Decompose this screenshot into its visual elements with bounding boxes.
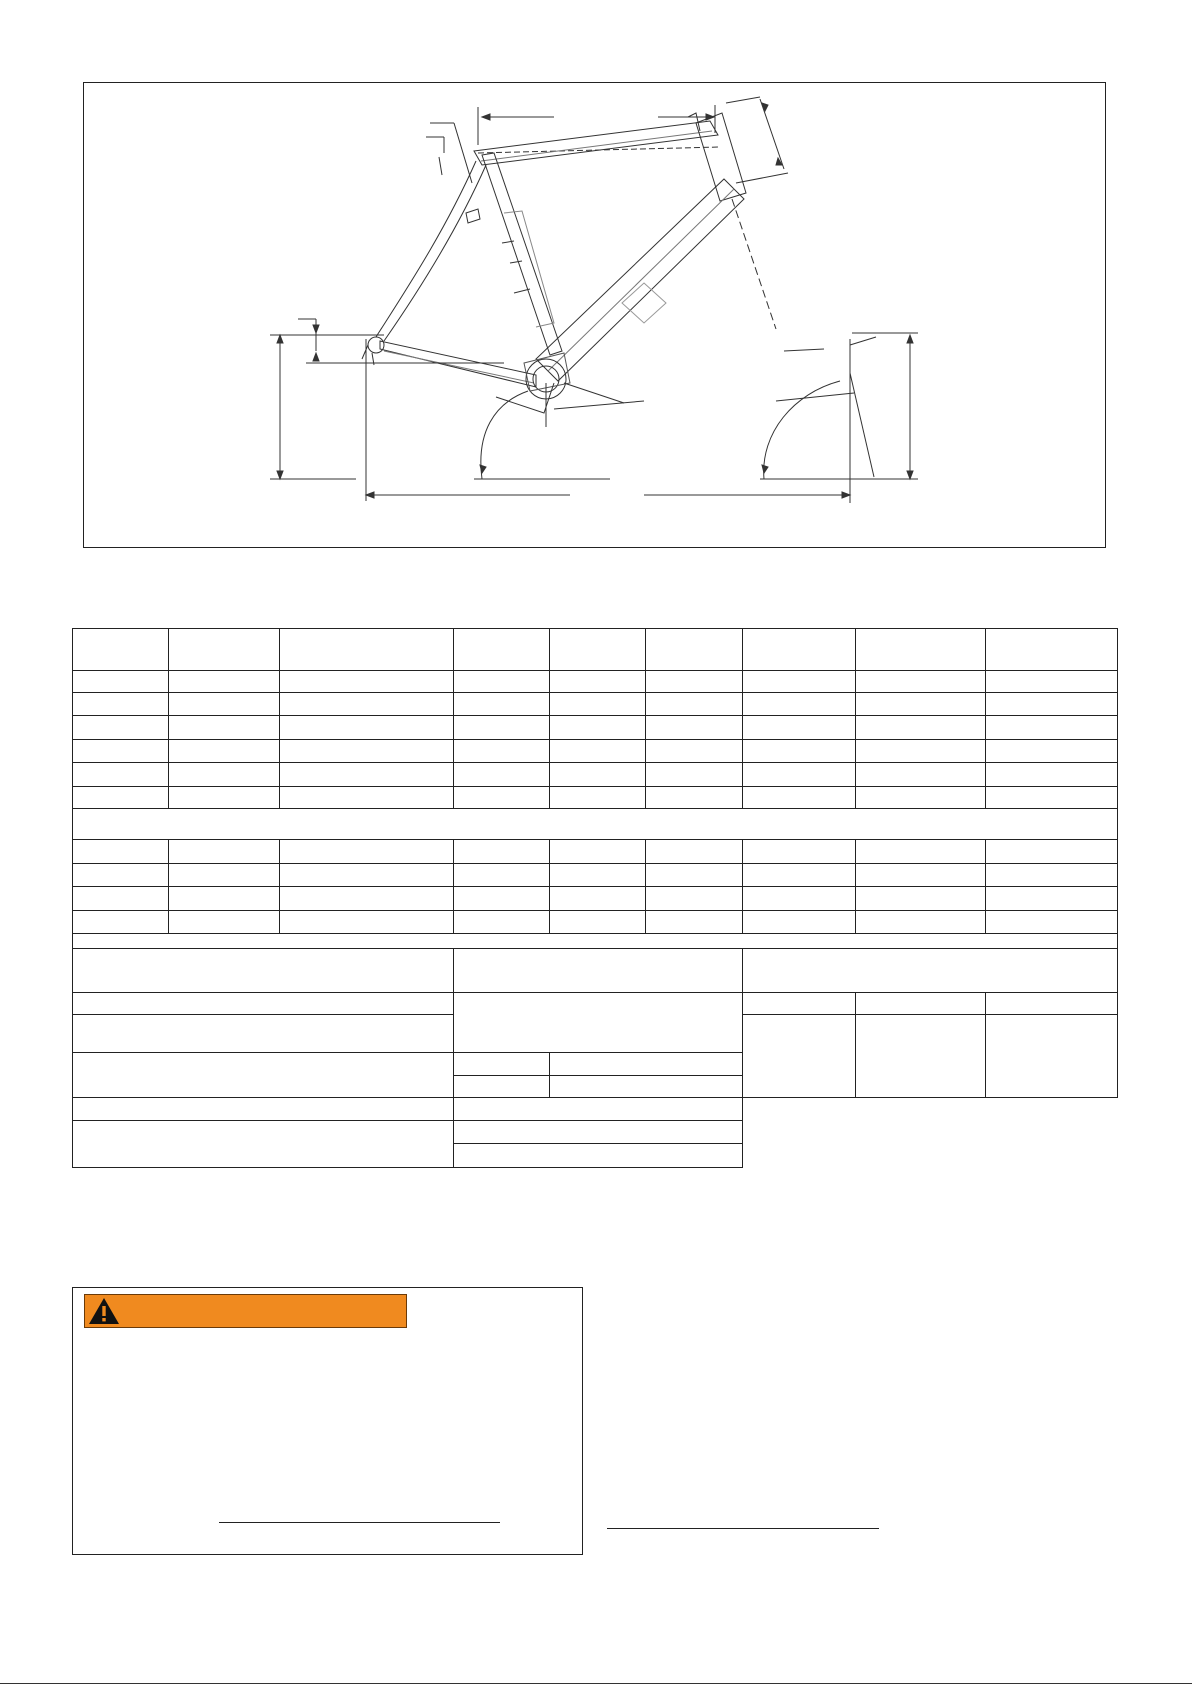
- header-cell: [856, 629, 986, 671]
- spec-right-header: [743, 949, 1118, 993]
- header-cell: [646, 629, 743, 671]
- table-cell: [856, 763, 986, 787]
- table-cell: [550, 740, 646, 763]
- spec-right-col: [743, 993, 856, 1015]
- table-cell: [454, 787, 550, 809]
- table-cell: [73, 934, 1118, 949]
- spec-right-col: [856, 993, 986, 1015]
- table-cell: [743, 716, 856, 740]
- spec-row: [73, 993, 1118, 1015]
- table-cell: [454, 740, 550, 763]
- table-cell: [743, 911, 856, 934]
- table-cell: [743, 887, 856, 911]
- spec-label: [73, 949, 454, 993]
- table-cell: [550, 864, 646, 887]
- top-tube-dashed-reference: [478, 147, 720, 153]
- table-cell: [646, 671, 743, 693]
- table-cell: [743, 740, 856, 763]
- table-cell: [646, 787, 743, 809]
- table-cell: [169, 671, 280, 693]
- table-cell: [169, 887, 280, 911]
- table-row: [73, 787, 1118, 809]
- table-cell: [646, 716, 743, 740]
- warning-link[interactable]: [219, 1522, 500, 1523]
- seat-tube: [482, 153, 562, 355]
- table-cell: [646, 911, 743, 934]
- header-cell: [73, 629, 169, 671]
- table-cell: [550, 787, 646, 809]
- table-cell: [454, 840, 550, 864]
- table-cell: [280, 693, 454, 716]
- table-cell: [454, 716, 550, 740]
- spec-label: [73, 1015, 454, 1053]
- table-row: [73, 840, 1118, 864]
- table-cell: [986, 840, 1118, 864]
- table-cell: [986, 887, 1118, 911]
- table-row: [73, 911, 1118, 934]
- header-cell: [550, 629, 646, 671]
- table-cell: [280, 671, 454, 693]
- table-cell: [743, 671, 856, 693]
- spec-value: [454, 1144, 743, 1168]
- header-cell: [986, 629, 1118, 671]
- top-tube: [474, 121, 718, 165]
- table-cell: [280, 887, 454, 911]
- table-cell: [743, 840, 856, 864]
- table-cell: [856, 911, 986, 934]
- table-cell: [73, 787, 169, 809]
- table-cell: [169, 787, 280, 809]
- table-row: [73, 740, 1118, 763]
- spec-row: [73, 949, 1118, 993]
- spec-value: [550, 1076, 743, 1098]
- table-cell: [856, 864, 986, 887]
- spec-row: [73, 1121, 1118, 1144]
- table-cell: [169, 716, 280, 740]
- table-cell: [73, 809, 1118, 840]
- table-cell: [550, 763, 646, 787]
- spec-right-value: [743, 1015, 856, 1098]
- spec-value: [454, 1098, 743, 1121]
- spec-right-col: [986, 993, 1118, 1015]
- chain-stay: [380, 341, 536, 387]
- warning-box: [72, 1287, 583, 1555]
- table-cell: [856, 787, 986, 809]
- spec-value: [550, 1053, 743, 1076]
- header-cell: [169, 629, 280, 671]
- rear-dropout: [368, 337, 384, 353]
- table-cell: [856, 693, 986, 716]
- table-cell: [646, 740, 743, 763]
- table-cell: [743, 787, 856, 809]
- spec-label: [73, 993, 454, 1015]
- table-cell: [169, 864, 280, 887]
- warning-header: [84, 1294, 407, 1328]
- table-cell: [280, 740, 454, 763]
- footer-rule: [0, 1683, 1192, 1684]
- table-cell: [280, 864, 454, 887]
- table-cell: [454, 887, 550, 911]
- table-cell: [280, 716, 454, 740]
- table-cell: [986, 911, 1118, 934]
- table-cell: [646, 887, 743, 911]
- table-cell: [454, 763, 550, 787]
- table-row: [73, 693, 1118, 716]
- table-cell: [856, 887, 986, 911]
- table-cell: [454, 671, 550, 693]
- table-row: [73, 887, 1118, 911]
- table-cell: [73, 887, 169, 911]
- table-cell: [550, 671, 646, 693]
- table-cell: [550, 840, 646, 864]
- spec-value: [454, 993, 743, 1053]
- table-cell: [550, 887, 646, 911]
- table-cell: [169, 840, 280, 864]
- warning-triangle-icon: [87, 1296, 121, 1326]
- table-group-separator: [73, 809, 1118, 840]
- header-cell: [743, 629, 856, 671]
- seat-stay: [376, 161, 476, 337]
- table-cell: [73, 864, 169, 887]
- table-row: [73, 716, 1118, 740]
- fork-axis: [732, 199, 776, 329]
- table-cell: [856, 671, 986, 693]
- table-cell: [646, 693, 743, 716]
- table-cell: [169, 763, 280, 787]
- spec-label: [73, 1098, 454, 1121]
- table-cell: [743, 864, 856, 887]
- table-cell: [986, 693, 1118, 716]
- table-cell: [646, 763, 743, 787]
- table-cell: [743, 693, 856, 716]
- table-cell: [550, 911, 646, 934]
- spec-right-value: [856, 1015, 986, 1098]
- head-tube: [696, 113, 746, 201]
- table-row: [73, 763, 1118, 787]
- table-cell: [454, 693, 550, 716]
- table-header-row: [73, 629, 1118, 671]
- table-cell: [986, 671, 1118, 693]
- spec-key: [454, 1076, 550, 1098]
- table-cell: [73, 693, 169, 716]
- table-cell: [743, 763, 856, 787]
- table-cell: [856, 740, 986, 763]
- table-cell: [169, 911, 280, 934]
- table-cell: [856, 840, 986, 864]
- table-row: [73, 671, 1118, 693]
- table-cell: [280, 840, 454, 864]
- bicycle-frame-drawing: [84, 83, 1107, 549]
- table-cell: [646, 840, 743, 864]
- table-cell: [986, 740, 1118, 763]
- table-cell: [73, 763, 169, 787]
- table-cell: [986, 864, 1118, 887]
- table-group-separator: [73, 934, 1118, 949]
- table-cell: [856, 716, 986, 740]
- spec-value: [454, 1121, 743, 1144]
- table-cell: [169, 740, 280, 763]
- table-cell: [550, 693, 646, 716]
- table-cell: [986, 716, 1118, 740]
- table-cell: [73, 671, 169, 693]
- table-cell: [986, 763, 1118, 787]
- table-cell: [73, 716, 169, 740]
- geometry-table: [72, 628, 1118, 1168]
- table-cell: [280, 787, 454, 809]
- table-cell: [73, 840, 169, 864]
- table-cell: [550, 716, 646, 740]
- side-note-link[interactable]: [607, 1528, 879, 1529]
- spec-label: [73, 1121, 454, 1168]
- table-row: [73, 864, 1118, 887]
- spec-label: [73, 1053, 454, 1098]
- table-cell: [454, 864, 550, 887]
- spec-row: [73, 1098, 1118, 1121]
- header-cell: [454, 629, 550, 671]
- table-cell: [454, 911, 550, 934]
- table-cell: [986, 787, 1118, 809]
- table-cell: [280, 763, 454, 787]
- header-cell: [280, 629, 454, 671]
- table-cell: [73, 911, 169, 934]
- spec-right-value: [986, 1015, 1118, 1098]
- spec-key: [454, 1053, 550, 1076]
- table-cell: [280, 911, 454, 934]
- spec-value: [454, 949, 743, 993]
- frame-geometry-diagram: [83, 82, 1106, 548]
- table-cell: [169, 693, 280, 716]
- table-cell: [73, 740, 169, 763]
- table-cell: [646, 864, 743, 887]
